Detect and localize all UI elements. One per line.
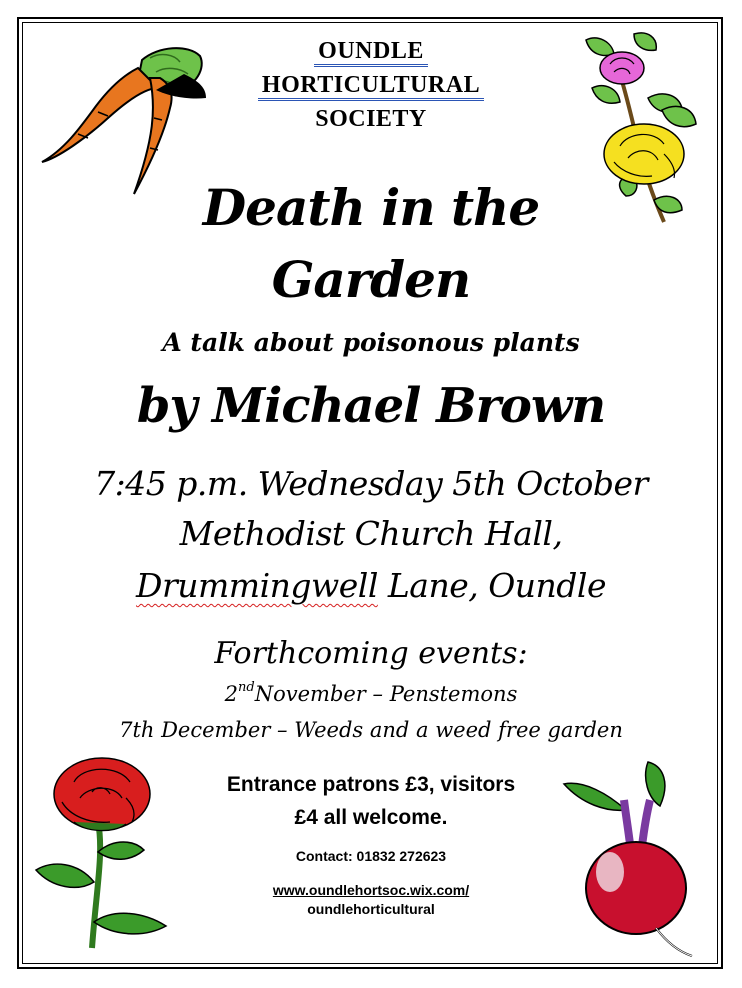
talk-subtitle: A talk about poisonous plants xyxy=(162,328,580,357)
event-venue: Methodist Church Hall, xyxy=(179,514,563,553)
speaker-name: by Michael Brown xyxy=(136,378,606,434)
event-venue-street xyxy=(0,566,742,605)
contact-phone: Contact: 01832 272623 xyxy=(295,848,447,864)
forthcoming-event-1: 2ndNovember – Penstemons xyxy=(224,680,518,706)
org-name-line2: HORTICULTURAL xyxy=(0,72,742,101)
event-time-date: 7:45 p.m. Wednesday 5th October xyxy=(94,464,648,503)
forthcoming-heading: Forthcoming events: xyxy=(214,636,528,671)
talk-title-line1: Death in the xyxy=(202,178,540,237)
venue-street-name: Drummingwell xyxy=(136,566,378,605)
red-rose-icon xyxy=(34,752,184,952)
venue-street-rest: Lane, Oundle xyxy=(377,566,606,605)
carrots-icon xyxy=(38,38,208,198)
website-url-line2[interactable]: oundlehorticultural xyxy=(307,901,435,917)
radish-icon xyxy=(560,760,700,960)
entrance-fees-line2: £4 all welcome. xyxy=(294,806,448,829)
website-url-line1[interactable]: www.oundlehortsoc.wix.com/ xyxy=(272,882,470,898)
org-name-line1: OUNDLE xyxy=(0,38,742,67)
talk-title-line2: Garden xyxy=(271,250,471,309)
roses-icon xyxy=(578,28,698,228)
entrance-fees-line1: Entrance patrons £3, visitors xyxy=(226,773,516,796)
org-name-line3: SOCIETY xyxy=(315,106,427,132)
forthcoming-event-2: 7th December – Weeds and a weed free garden xyxy=(119,718,623,742)
